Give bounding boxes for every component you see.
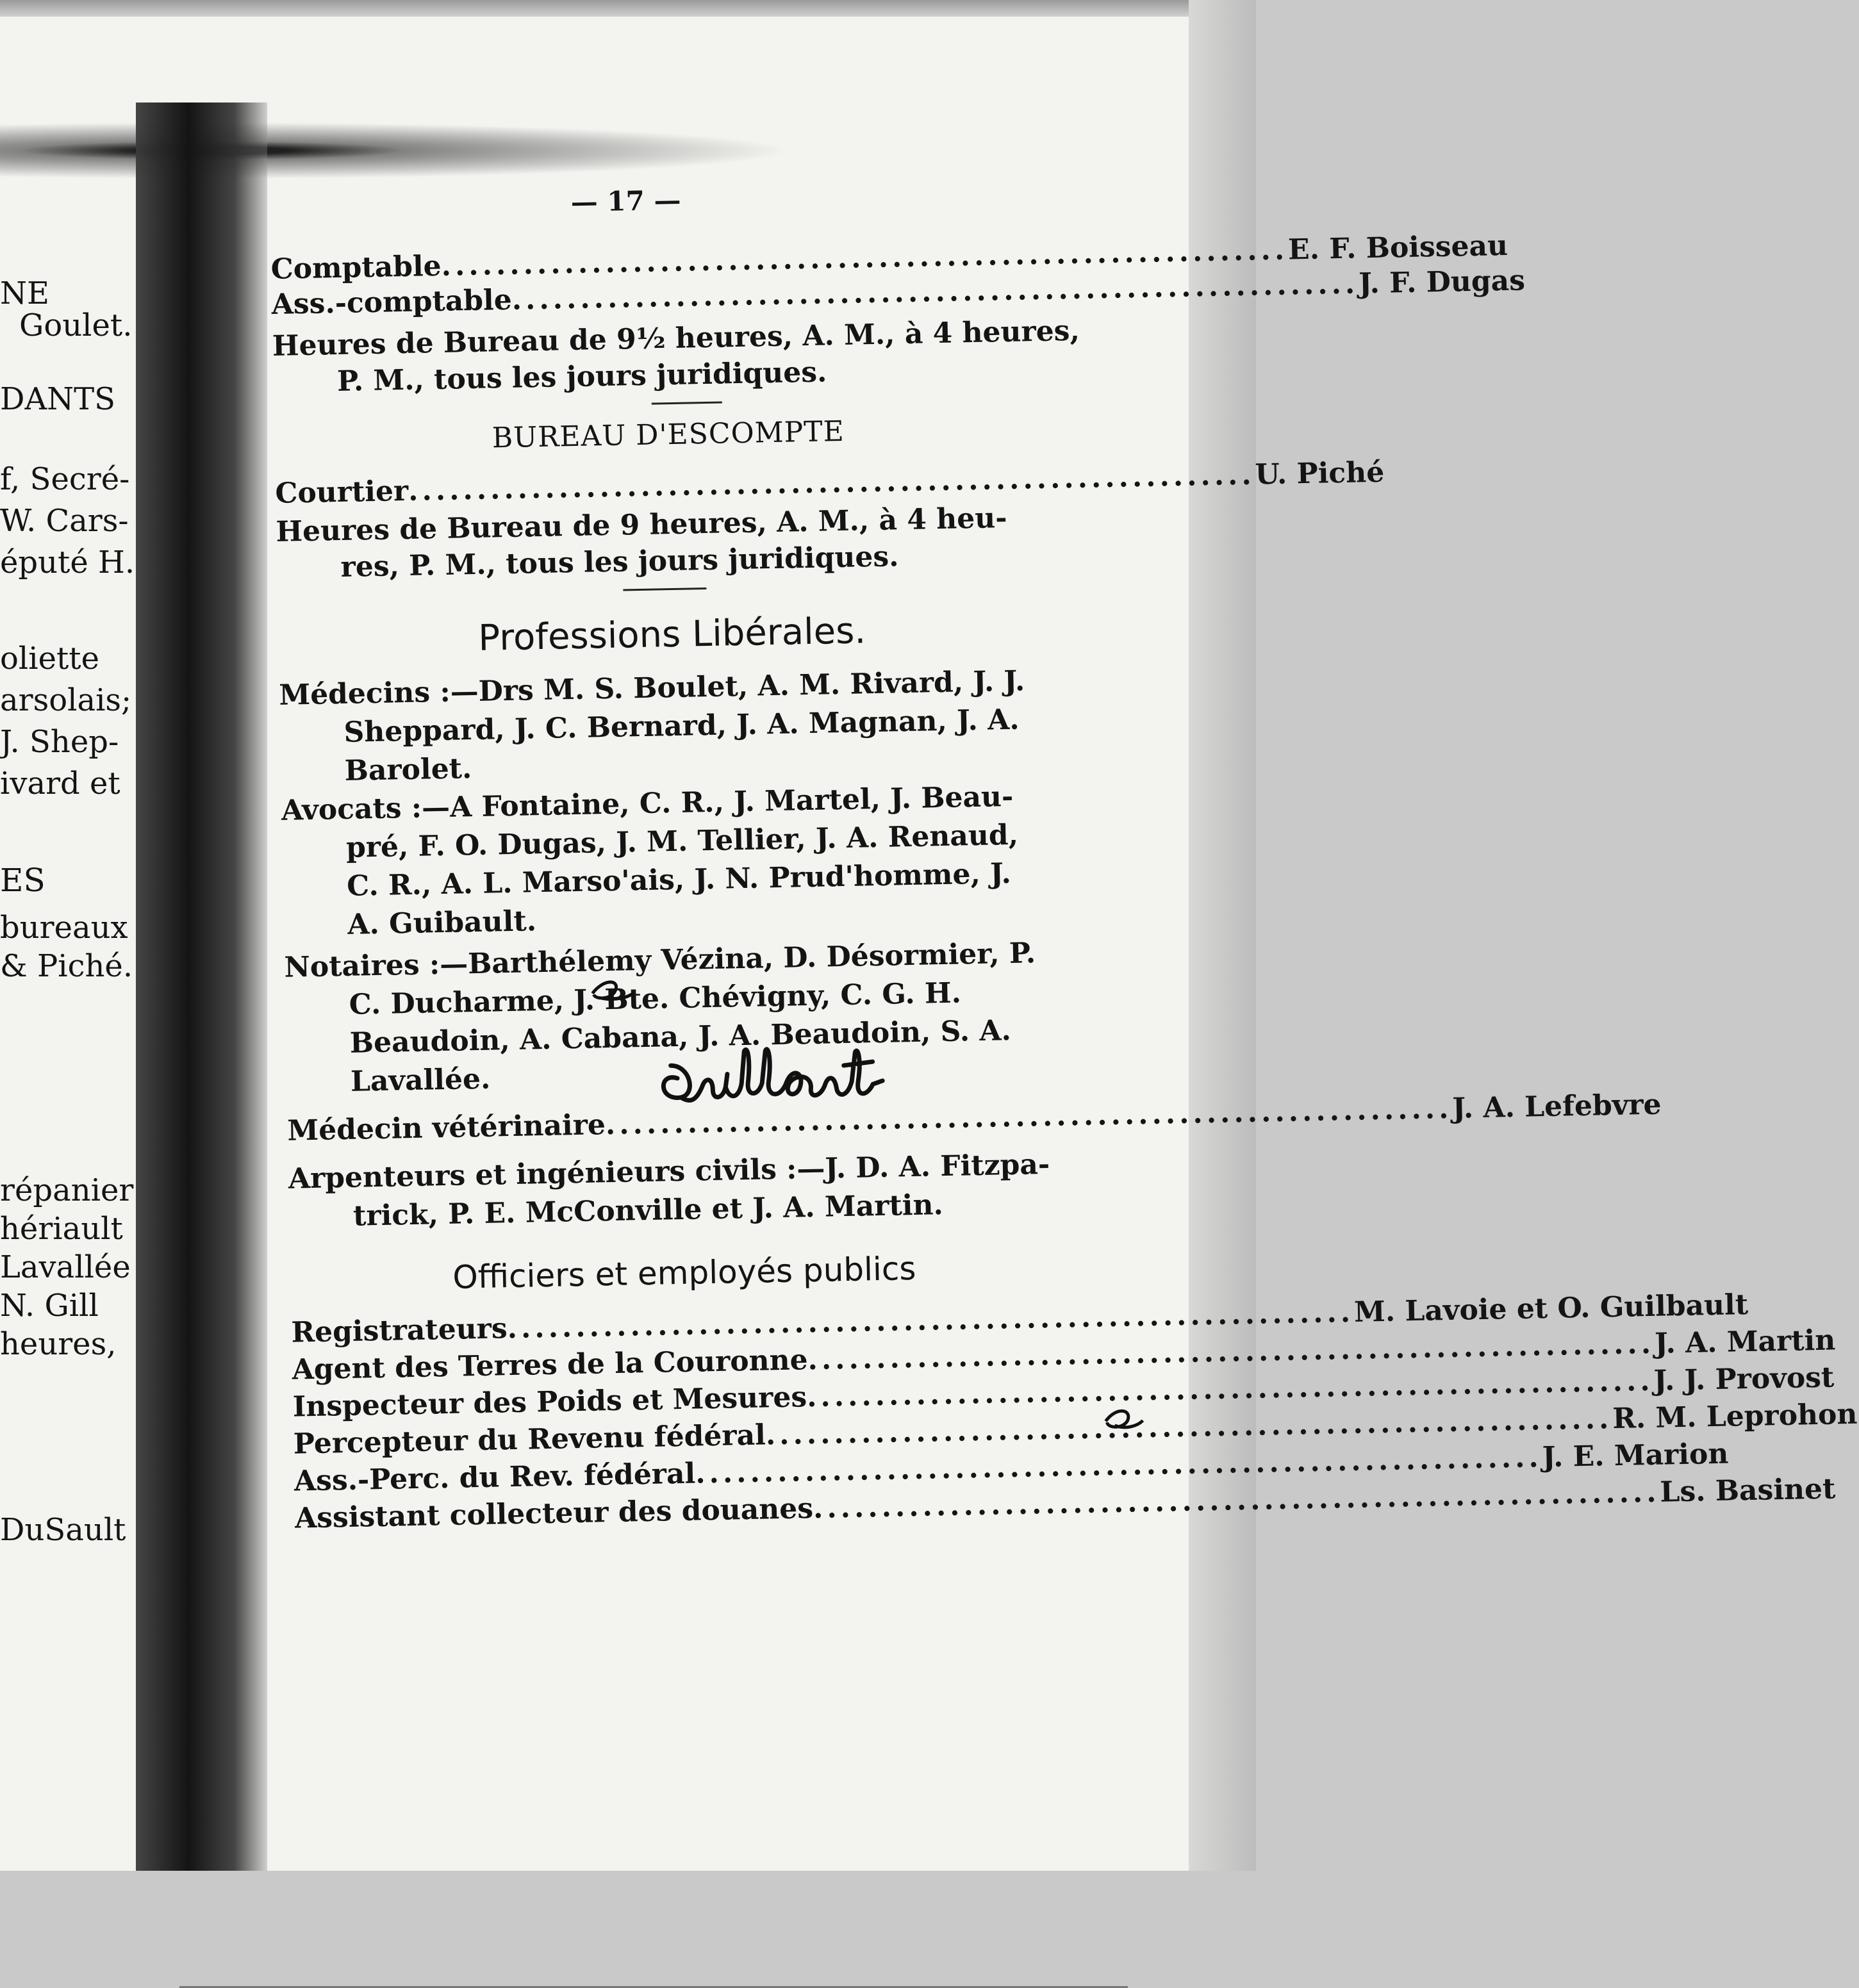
heures-line: Heures de Bureau de 9 heures, A. M., à 4 heu- xyxy=(276,501,1007,548)
officier-name: J. A. Martin xyxy=(1654,1324,1836,1360)
left-line: Lavallée xyxy=(0,1249,131,1285)
ass-comptable-label: Ass.-comptable xyxy=(271,283,513,321)
left-line: DuSault xyxy=(0,1512,126,1548)
dot-leader: .............................................................. xyxy=(605,1092,1453,1142)
officier-name: M. Lavoie et O. Guilbault xyxy=(1353,1288,1749,1329)
veterinaire-name: J. A. Lefebvre xyxy=(1451,1088,1662,1125)
officier-label: Ass.-Perc. du Rev. fédéral xyxy=(293,1457,696,1498)
medecins-line: Médecins :—Drs M. S. Boulet, A. M. Rivard, J. J. xyxy=(278,664,1025,712)
dot-leader: .............................................................. xyxy=(695,1441,1543,1490)
left-line: N. Gill xyxy=(0,1288,99,1324)
left-line: arsolais; xyxy=(0,682,132,718)
left-line: oliette xyxy=(0,641,99,677)
officier-label: Assistant collecteur des douanes xyxy=(294,1492,814,1535)
left-line: éputé H. xyxy=(0,545,135,580)
arpenteurs-line: trick, P. E. McConville et J. A. Martin. xyxy=(352,1188,944,1233)
medecins-line: Barolet. xyxy=(344,752,472,787)
book-gutter xyxy=(136,103,267,1871)
officiers-heading: Officiers et employés publics xyxy=(452,1249,916,1296)
notaires-line: C. Ducharme, J. Bte. Chévigny, C. G. H. xyxy=(349,976,962,1021)
arpenteurs-line: Arpenteurs et ingénieurs civils :—J. D. A. Fitzpa- xyxy=(288,1147,1050,1195)
officier-label: Percepteur du Revenu fédéral xyxy=(293,1418,766,1461)
left-line: ES xyxy=(0,862,45,899)
dot-leader: .............................................................. xyxy=(806,1364,1655,1414)
left-line: répanier xyxy=(0,1172,134,1208)
notaires-line: Notaires :—Barthélemy Vézina, D. Désormier, P. xyxy=(284,937,1036,984)
comptable-name: E. F. Boisseau xyxy=(1287,229,1508,267)
dot-leader: .............................................................. xyxy=(813,1475,1660,1525)
comptable-label: Comptable xyxy=(270,249,442,286)
left-line: J. Shep- xyxy=(0,724,119,760)
courtier-label: Courtier xyxy=(274,474,409,510)
veterinaire-label: Médecin vétérinaire xyxy=(287,1108,606,1147)
dot-leader: .............................................................. xyxy=(765,1402,1613,1452)
left-line: bureaux xyxy=(0,910,128,946)
heures-line: res, P. M., tous les jours juridiques. xyxy=(340,540,899,584)
left-line: f, Secré- xyxy=(0,461,130,497)
officier-name: J. E. Marion xyxy=(1542,1437,1729,1474)
dot-leader: .............................................................. xyxy=(441,233,1289,283)
left-line: heures, xyxy=(0,1326,117,1362)
courtier-name: U. Piché xyxy=(1255,456,1385,491)
handwritten-mark-icon xyxy=(586,973,638,1006)
left-line: NE xyxy=(0,275,50,311)
ass-comptable-name: J. F. Dugas xyxy=(1358,264,1526,300)
avocats-line: pré, F. O. Dugas, J. M. Tellier, J. A. Renaud, xyxy=(345,818,1019,864)
officier-name: Ls. Basinet xyxy=(1660,1472,1836,1509)
medecins-line: Sheppard, J. C. Bernard, J. A. Magnan, J. A. xyxy=(343,703,1020,749)
scan-top-edge xyxy=(0,0,1192,17)
signature-guilbault xyxy=(651,1034,986,1117)
left-line: & Piché. xyxy=(0,948,133,984)
page-number: — 17 — xyxy=(570,184,681,218)
heures-line: Heures de Bureau de 9½ heures, A. M., à 4 heures, xyxy=(272,314,1080,363)
dot-leader: .............................................................. xyxy=(507,1295,1355,1345)
left-line: W. Cars- xyxy=(0,503,129,539)
professions-heading: Professions Libérales. xyxy=(477,610,866,659)
officier-name: J. J. Provost xyxy=(1653,1361,1835,1397)
left-line: DANTS xyxy=(0,381,116,417)
officier-name: R. M. Leprohon xyxy=(1612,1397,1858,1436)
notaires-line: Lavallée. xyxy=(350,1062,491,1098)
avocats-line: A. Guibault. xyxy=(347,905,537,941)
dot-leader: .............................................................. xyxy=(807,1327,1655,1377)
officier-label: Registrateurs xyxy=(291,1312,508,1349)
dot-leader: .............................................................. xyxy=(511,267,1359,316)
officier-label: Agent des Terres de la Couronne xyxy=(292,1343,809,1386)
left-line: ivard et xyxy=(0,766,120,801)
bureau-escompte-heading: BUREAU D'ESCOMPTE xyxy=(492,415,845,455)
left-line: Goulet. xyxy=(19,308,133,343)
heures-line: P. M., tous les jours juridiques. xyxy=(336,356,827,398)
handwritten-mark-icon xyxy=(1100,1402,1146,1435)
dot-leader: .............................................................. xyxy=(408,458,1256,507)
avocats-line: Avocats :—A Fontaine, C. R., J. Martel, J. Beau- xyxy=(281,780,1014,827)
officier-label: Inspecteur des Poids et Mesures xyxy=(292,1381,807,1424)
notaires-line: Beaudoin, A. Cabana, J. A. Beaudoin, S. A. xyxy=(349,1014,1012,1060)
avocats-line: C. R., A. L. Marso'ais, J. N. Prud'homme, J. xyxy=(346,857,1012,903)
left-line: hériault xyxy=(0,1211,123,1247)
